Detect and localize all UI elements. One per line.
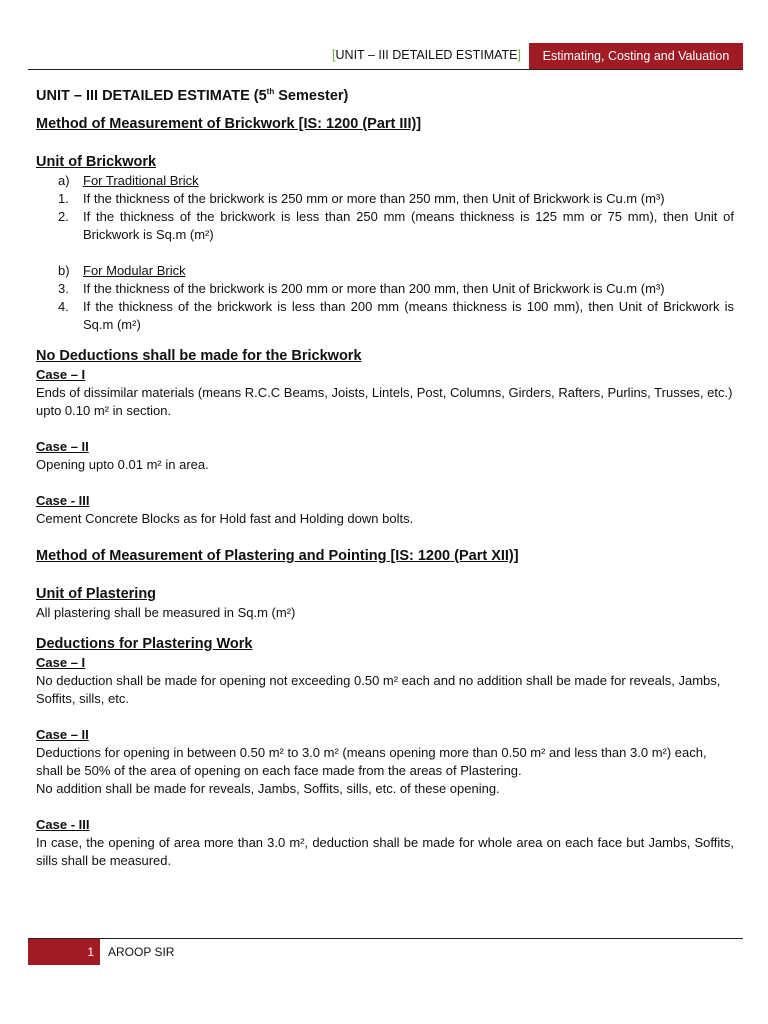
footer-author: AROOP SIR [108,945,175,959]
case-text: Ends of dissimilar materials (means R.C.C Beams, Joists, Lintels, Post, Columns, Girders, Rafters, Purlins, Trusses, etc.) upto 0.10 m² in section. [36,385,733,418]
case-label: Case – II [36,727,89,742]
plastering-deductions-heading: Deductions for Plastering Work [36,636,253,652]
case-text: Deductions for opening in between 0.50 m² to 3.0 m² (means opening more than 0.50 m² and less than 3.0 m²) each, shall be 50% of the area of opening on each face made from the areas of Plastering. [36,745,707,778]
case-text: Opening upto 0.01 m² in area. [36,457,209,472]
page-footer [28,938,743,965]
list-item: 3. If the thickness of the brickwork is 200 mm or more than 200 mm, then Unit of Brickwork is Cu.m (m³) [58,281,665,296]
traditional-brick-list [58,172,734,244]
unit-of-plastering-text: All plastering shall be measured in Sq.m (m²) [36,605,296,620]
list-item: b) For Modular Brick [58,263,186,278]
page-number: 1 [87,945,94,959]
case-label: Case - III [36,493,90,508]
list-item: 2. If the thickness of the brickwork is less than 250 mm (means thickness is 125 mm or 75 mm), then Unit of Brickwork is Sq.m (m²) [58,209,734,242]
case-text: No deduction shall be made for opening not exceeding 0.50 m² each and no addition shall be made for reveals, Jambs, Soffits, sills, etc. [36,673,721,706]
case-label: Case – II [36,439,89,454]
plastering-method-heading: Method of Measurement of Plastering and Pointing [IS: 1200 (Part XII)] [36,548,519,564]
list-item: 4. If the thickness of the brickwork is less than 200 mm (means thickness is 100 mm), then Unit of Brickwork is Sq.m (m²) [58,299,734,332]
page-content [36,86,734,870]
header-subject-badge: Estimating, Costing and Valuation [529,43,743,70]
modular-brick-list [58,262,734,334]
list-item: a) For Traditional Brick [58,173,199,188]
header-unit-title: [UNIT – III DETAILED ESTIMATE] [332,48,521,62]
header-rule [28,69,743,70]
page-title: UNIT – III DETAILED ESTIMATE (5th Semester) [36,87,349,104]
case-text: No addition shall be made for reveals, Jambs, Soffits, sills, etc. of these opening. [36,781,500,796]
list-item: 1. If the thickness of the brickwork is 250 mm or more than 250 mm, then Unit of Brickwork is Cu.m (m³) [58,191,665,206]
case-label: Case - III [36,817,90,832]
page-header [28,43,743,70]
no-deductions-heading: No Deductions shall be made for the Brickwork [36,348,362,364]
unit-of-brickwork-heading: Unit of Brickwork [36,154,157,170]
case-label: Case – I [36,367,86,382]
unit-of-plastering-heading: Unit of Plastering [36,586,157,602]
case-label: Case – I [36,655,86,670]
brickwork-method-heading: Method of Measurement of Brickwork [IS: 1200 (Part III)] [36,116,422,132]
case-text: In case, the opening of area more than 3.0 m², deduction shall be made for whole area on each face but Jambs, Soffits, sills shall be measured. [36,835,734,868]
case-text: Cement Concrete Blocks as for Hold fast and Holding down bolts. [36,511,414,526]
